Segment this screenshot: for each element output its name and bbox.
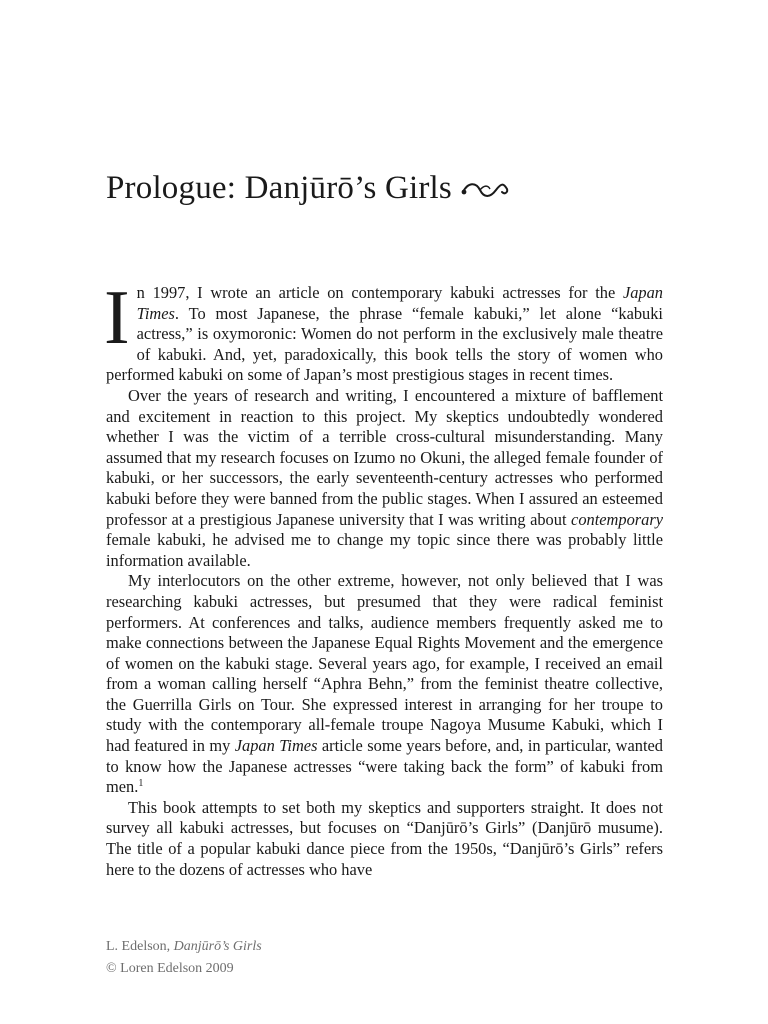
footnote-marker[interactable]: 1 [138, 778, 144, 790]
chapter-body [104, 274, 663, 880]
paragraph-3-text-a: My interlocutors on the other extreme, however, not only believed that I was researching kabuki actresses, but presumed that they were radical feminist performers. At conferences and talks, audience members frequently asked me to make connections between the Japanese Equal Rights Movement and the emergence of women on the kabuki stage. Several years ago, for example, I received an email from a woman calling herself “Aphra Behn,” from the feminist theatre collective, the Guerrilla Girls on Tour. She expressed interest in arranging for her troupe to study with the contemporary all-female troupe Nagoya Musume Kabuki, which I had featured in my [106, 571, 663, 756]
paragraph-4 [106, 798, 663, 880]
paragraph-4-text: This book attempts to set both my skeptics and supporters straight. It does not survey all kabuki actresses, but focuses on “Danjūrō’s Girls” (Danjūrō musume). The title of a popular kabuki dance piece from the 1950s, “Danjūrō’s Girls” refers here to the dozens of actresses who have [106, 797, 663, 879]
paragraph-3 [106, 571, 663, 798]
chapter-title [106, 170, 510, 209]
citation-book-title: Danjūrō’s Girls [173, 939, 262, 954]
paragraph-2-emphasis: contemporary [571, 509, 663, 529]
paragraph-1-text-b: . To most Japanese, the phrase “female kabuki,” let alone “kabuki actress,” is oxymoronic: Women do not perform in the exclusively male theatre of kabuki. And, yet, paradoxically, this book tells the story of women who performed kabuki on some of Japan’s most prestigious stages in recent times. [106, 303, 663, 385]
copyright-line: © Loren Edelson 2009 [106, 961, 234, 976]
paragraph-2-text-a: Over the years of research and writing, I encountered a mixture of bafflement and excitement in reaction to this project. My skeptics undoubtedly wondered whether I was the victim of a terrible cross-cultural misunderstanding. Many assumed that my research focuses on Izumo no Okuni, the alleged female founder of kabuki, or her successors, the early seventeenth-century actresses who performed kabuki before they were banned from the public stages. When I assured an esteemed professor at a prestigious Japanese university that I was writing about [106, 385, 663, 529]
drop-cap: I [104, 274, 130, 360]
citation-author: L. Edelson, [106, 939, 174, 954]
flourish-icon [460, 172, 510, 209]
paragraph-2 [106, 386, 663, 571]
citation-line [106, 936, 262, 958]
paragraph-1-text-a: n 1997, I wrote an article on contemporary kabuki actresses for the [136, 283, 623, 302]
chapter-title-text: Prologue: Danjūrō’s Girls [106, 170, 452, 206]
paragraph-3-text-b: article some years before, and, in particular, wanted to know how the Japanese actresses “were taking back the form” of kabuki from men. [106, 736, 663, 797]
paragraph-2-text-b: female kabuki, he advised me to change my topic since there was probably little information available. [106, 530, 663, 570]
paragraph-3-emphasis: Japan Times [234, 736, 318, 756]
page-footer [106, 936, 262, 980]
paragraph-1-emphasis: Japan Times [136, 283, 663, 323]
paragraph-1 [104, 274, 663, 386]
